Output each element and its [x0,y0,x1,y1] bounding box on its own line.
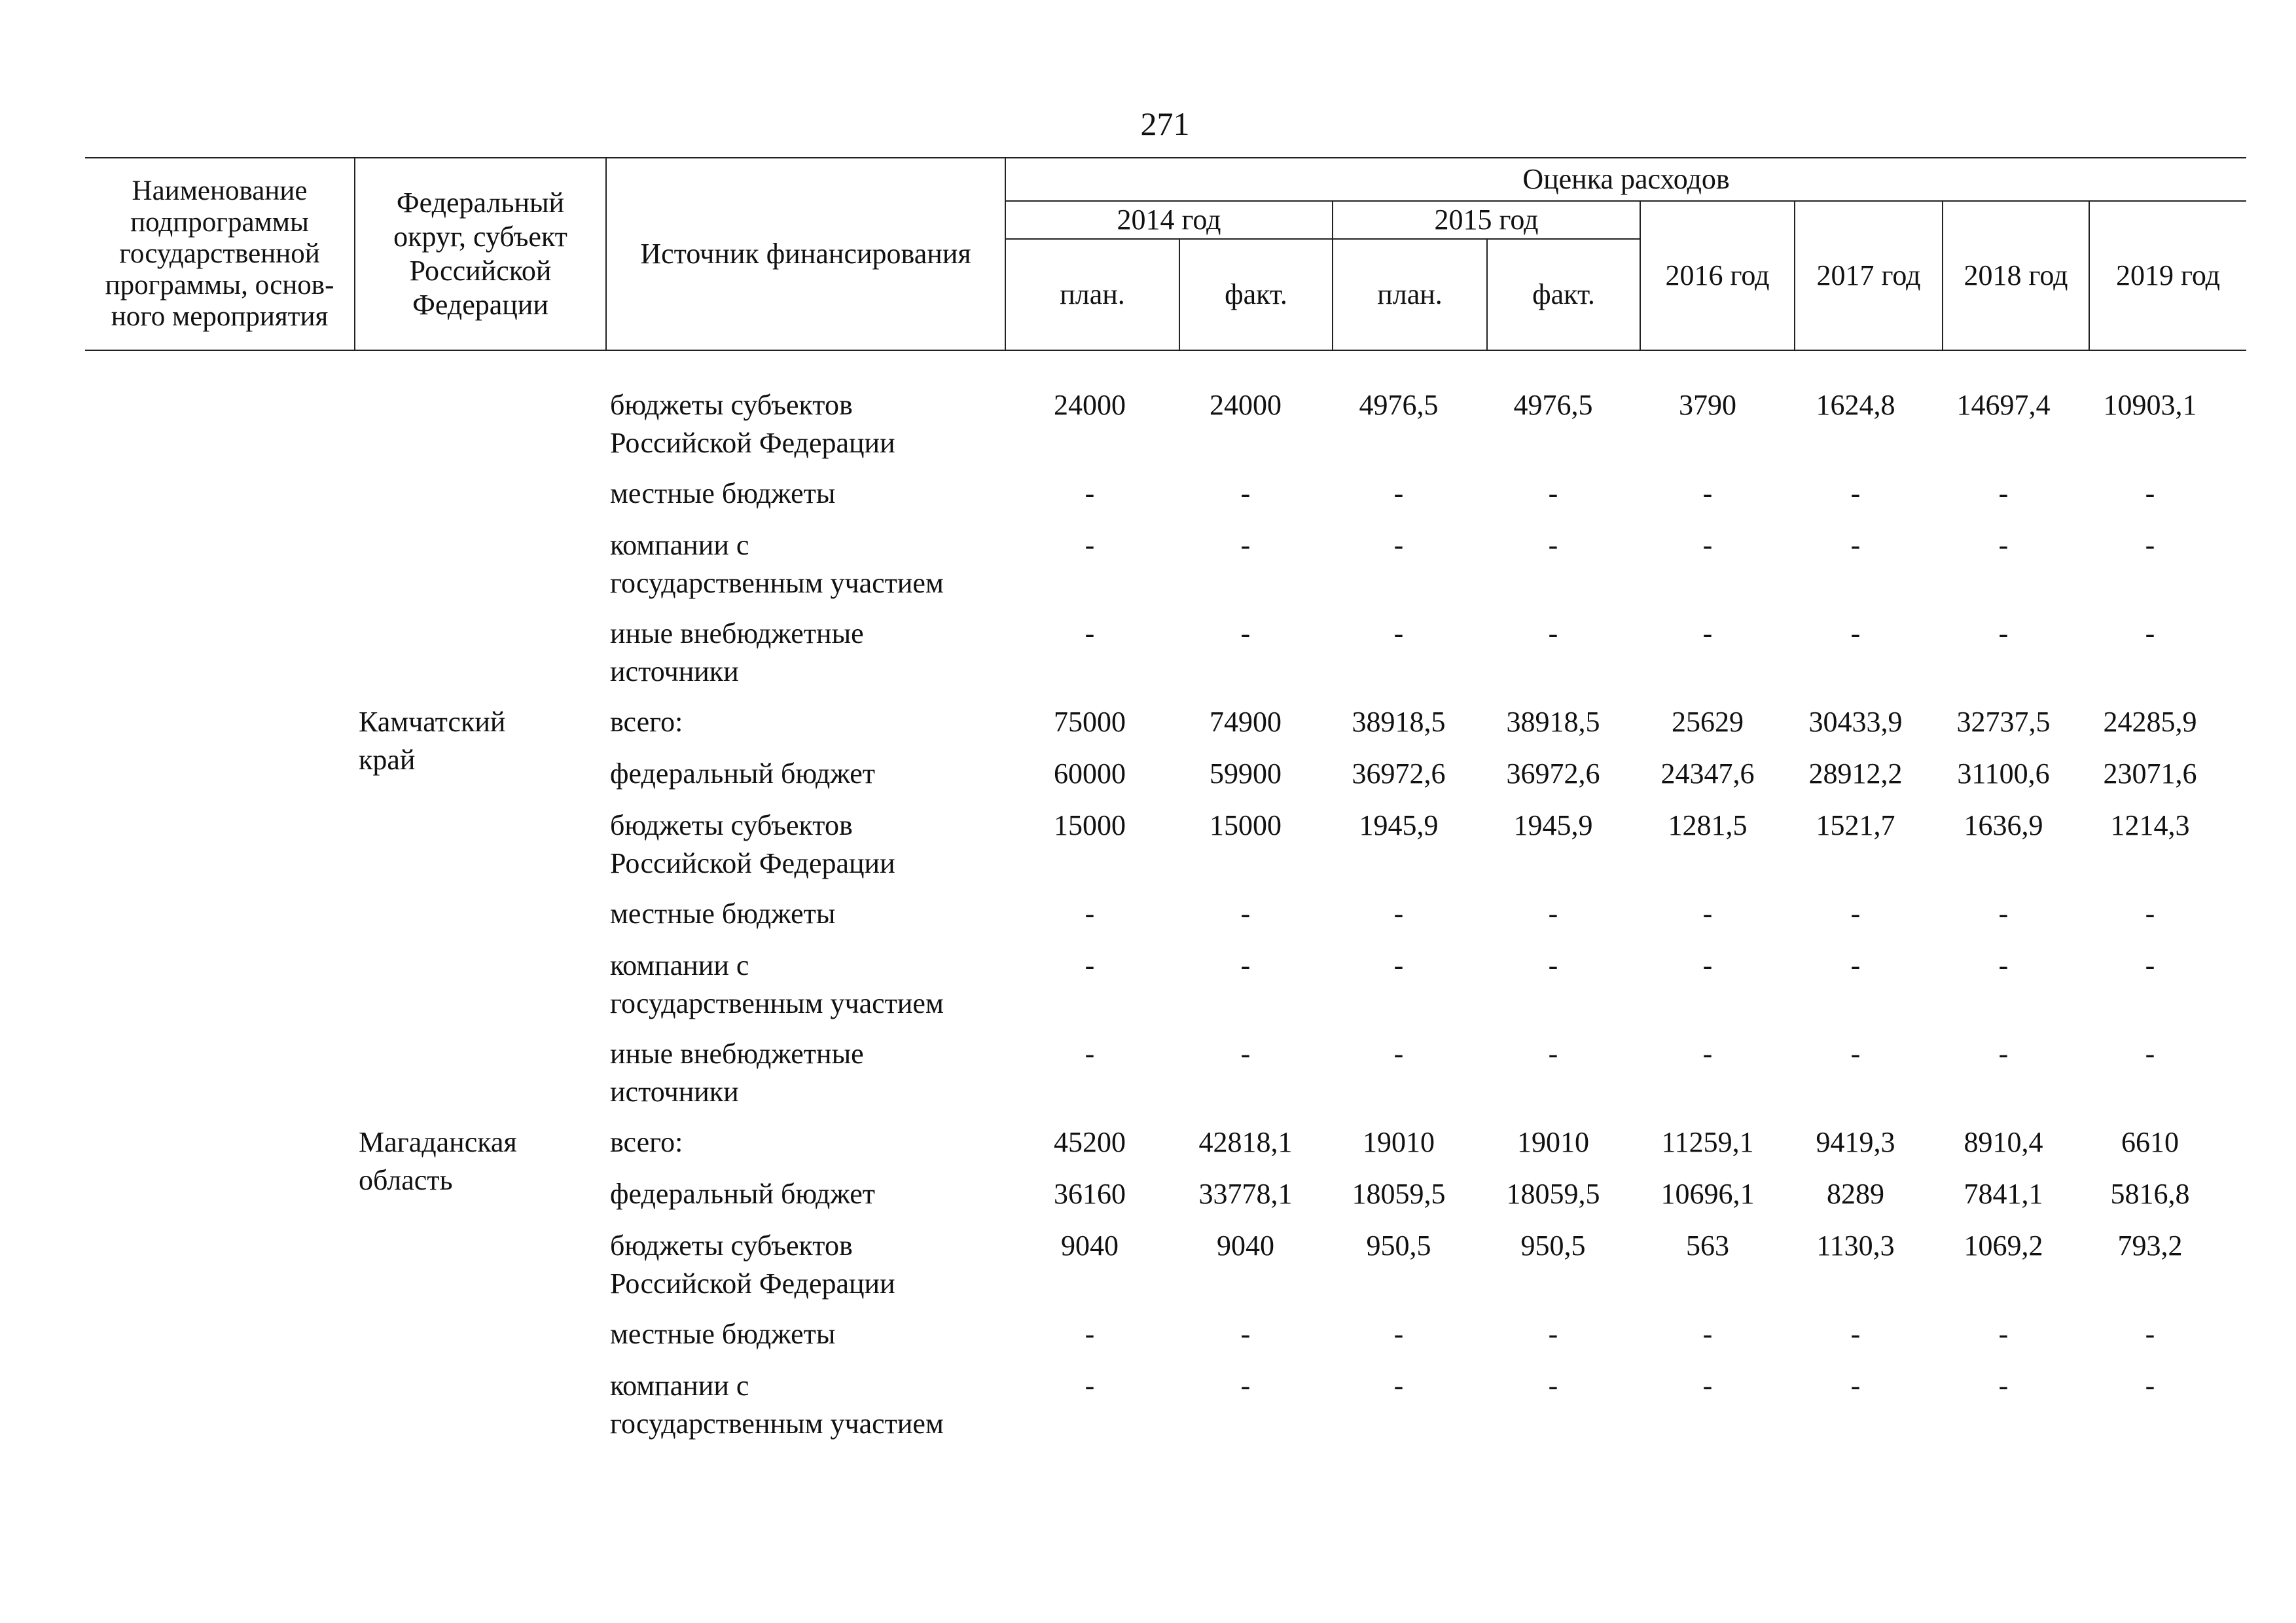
table-row [85,895,2251,947]
table-row [85,615,2251,703]
header-region-line: Федерации [412,289,548,321]
value-cell: - [1393,617,1404,649]
table-row [85,1367,2251,1455]
value-cell: - [2145,949,2155,981]
value-cell: 8910,4 [1964,1126,2043,1158]
value-cell: - [1085,898,1095,930]
value-cell: - [1240,1370,1251,1402]
value-cell: 18059,5 [1352,1178,1446,1210]
value-cell: 25629 [1672,706,1744,738]
source-cell [610,1367,1081,1443]
value-cell: 60000 [1054,757,1126,790]
value-cell: 33778,1 [1198,1178,1293,1210]
value-cell: 24347,6 [1660,757,1755,790]
value-cell: - [1240,477,1251,509]
table-row [85,475,2251,526]
source-cell [610,386,1081,462]
value-cell: - [1702,529,1713,561]
table-row [85,1315,2251,1367]
value-cell: 3790 [1679,389,1736,421]
source-cell [610,526,1081,602]
value-cell: 563 [1686,1230,1729,1262]
value-cell: 9040 [1217,1230,1274,1262]
header-year-2015: 2015 год [1333,201,1640,239]
source-line: компании с [610,1370,749,1402]
value-cell: - [1548,898,1558,930]
source-cell [610,703,1081,741]
value-cell: - [1548,617,1558,649]
value-cell: - [1998,529,2009,561]
value-cell: 5816,8 [2110,1178,2190,1210]
value-cell: - [1850,477,1861,509]
source-line: Российской Федерации [610,847,895,879]
table-row [85,1035,2251,1123]
value-cell: 1214,3 [2110,809,2190,841]
value-cell: - [2145,1370,2155,1402]
header-source: Источник финансирования [606,158,1005,350]
page-number: 271 [1140,105,1190,142]
value-cell: 36972,6 [1352,757,1446,790]
value-cell: 793,2 [2117,1230,2183,1262]
value-cell: 75000 [1054,706,1126,738]
value-cell: 1281,5 [1668,809,1748,841]
header-region-line: Федеральный [396,187,565,219]
value-cell: - [1240,898,1251,930]
header-year-2017: 2017 год [1795,201,1943,350]
source-line: бюджеты субъектов [610,809,853,841]
header-program-line: государственной [119,238,320,269]
value-cell: - [1393,1318,1404,1350]
header-year-2016: 2016 год [1640,201,1795,350]
header-program [85,158,355,350]
source-line: компании с [610,529,749,561]
value-cell: - [1393,1038,1404,1070]
value-cell: 1624,8 [1816,389,1895,421]
table-row [85,947,2251,1035]
header-program-line: ного мероприятия [111,301,329,332]
table-header [85,157,2246,351]
source-line: государственным участием [610,987,944,1019]
value-cell: 38918,5 [1352,706,1446,738]
value-cell: 30433,9 [1808,706,1903,738]
value-cell: - [1998,898,2009,930]
value-cell: 23071,6 [2103,757,2197,790]
value-cell: - [1240,529,1251,561]
source-cell [610,895,1081,933]
source-line: иные внебюджетные [610,617,864,649]
source-line: всего: [610,706,683,738]
value-cell: 950,5 [1520,1230,1586,1262]
value-cell: 42818,1 [1198,1126,1293,1158]
value-cell: 1069,2 [1964,1230,2043,1262]
region-line: край [359,744,416,776]
value-cell: - [1702,617,1713,649]
value-cell: - [1850,898,1861,930]
value-cell: - [1702,949,1713,981]
value-cell: - [1548,949,1558,981]
value-cell: - [1702,1038,1713,1070]
value-cell: - [1702,477,1713,509]
header-year-2018: 2018 год [1943,201,2089,350]
value-cell: - [1998,949,2009,981]
value-cell: - [1085,477,1095,509]
value-cell: - [1240,1318,1251,1350]
value-cell: 36972,6 [1506,757,1600,790]
value-cell: 38918,5 [1506,706,1600,738]
value-cell: 1945,9 [1513,809,1593,841]
value-cell: 59900 [1210,757,1282,790]
source-line: всего: [610,1126,683,1158]
value-cell: 4976,5 [1513,389,1593,421]
value-cell: 1521,7 [1816,809,1895,841]
value-cell: 28912,2 [1808,757,1903,790]
source-line: местные бюджеты [610,898,836,930]
value-cell: 24000 [1210,389,1282,421]
value-cell: 19010 [1363,1126,1435,1158]
source-line: Российской Федерации [610,1267,895,1300]
header-plan-2014: план. [1005,239,1179,350]
value-cell: - [1393,529,1404,561]
value-cell: 10903,1 [2103,389,2197,421]
header-group-title: Оценка расходов [1005,158,2246,201]
value-cell: 15000 [1054,809,1126,841]
value-cell: 950,5 [1366,1230,1431,1262]
value-cell: 7841,1 [1964,1178,2043,1210]
value-cell: - [1702,1370,1713,1402]
region-line: область [359,1164,453,1196]
value-cell: 11259,1 [1661,1126,1754,1158]
value-cell: 10696,1 [1660,1178,1755,1210]
value-cell: - [1850,1370,1861,1402]
value-cell: - [1548,1370,1558,1402]
source-line: компании с [610,949,749,981]
header-program-line: программы, основ- [105,270,334,301]
source-line: местные бюджеты [610,1318,836,1350]
source-cell [610,947,1081,1023]
table-body [85,386,2251,1455]
source-line: Российской Федерации [610,427,895,459]
header-year-2019: 2019 год [2089,201,2246,350]
value-cell: - [1085,1370,1095,1402]
value-cell: - [1085,529,1095,561]
value-cell: 4976,5 [1359,389,1439,421]
region-line: Камчатский [359,706,506,738]
source-cell [610,475,1081,513]
value-cell: 19010 [1517,1126,1589,1158]
value-cell: - [1850,1038,1861,1070]
source-line: государственным участием [610,1408,944,1440]
value-cell: 6610 [2121,1126,2179,1158]
value-cell: - [1085,617,1095,649]
source-cell [610,1123,1081,1161]
header-fact-2014: факт. [1179,239,1333,350]
value-cell: - [2145,529,2155,561]
value-cell: 1636,9 [1964,809,2043,841]
value-cell: - [1393,477,1404,509]
value-cell: - [2145,898,2155,930]
value-cell: 74900 [1210,706,1282,738]
value-cell: - [1548,1318,1558,1350]
table-row [85,1227,2251,1315]
value-cell: - [1702,898,1713,930]
header-fact-2015: факт. [1487,239,1640,350]
value-cell: - [1085,949,1095,981]
value-cell: 32737,5 [1956,706,2051,738]
table-row [85,807,2251,895]
region-line: Магаданская [359,1126,517,1158]
value-cell: - [1998,1318,2009,1350]
value-cell: - [1548,477,1558,509]
table-row [85,386,2251,475]
source-line: государственным участием [610,567,944,599]
value-cell: - [1548,529,1558,561]
value-cell: - [2145,1318,2155,1350]
value-cell: - [1850,529,1861,561]
source-line: источники [610,1076,739,1108]
value-cell: - [1393,949,1404,981]
value-cell: - [1998,1370,2009,1402]
source-cell [610,1035,1081,1111]
value-cell: 14697,4 [1956,389,2051,421]
value-cell: - [1393,898,1404,930]
value-cell: 9040 [1061,1230,1119,1262]
source-cell [610,755,1081,793]
source-cell [610,615,1081,691]
source-cell [610,1175,1081,1213]
value-cell: 9419,3 [1816,1126,1895,1158]
value-cell: 24000 [1054,389,1126,421]
source-line: федеральный бюджет [610,1178,875,1210]
source-cell [610,1315,1081,1353]
value-cell: - [1702,1318,1713,1350]
value-cell: - [1240,1038,1251,1070]
value-cell: 18059,5 [1506,1178,1600,1210]
table-row [85,526,2251,615]
source-cell [610,1227,1081,1303]
source-line: местные бюджеты [610,477,836,509]
source-line: бюджеты субъектов [610,389,853,421]
header-program-line: подпрограммы [130,207,309,238]
value-cell: - [1998,477,2009,509]
value-cell: - [1240,617,1251,649]
source-cell [610,807,1081,883]
value-cell: 1945,9 [1359,809,1439,841]
value-cell: 45200 [1054,1126,1126,1158]
source-line: иные внебюджетные [610,1038,864,1070]
header-region-line: Российской [409,255,552,287]
value-cell: - [1085,1318,1095,1350]
value-cell: 8289 [1827,1178,1884,1210]
value-cell: 36160 [1054,1178,1126,1210]
source-line: федеральный бюджет [610,757,875,790]
value-cell: - [1850,617,1861,649]
value-cell: - [1850,949,1861,981]
table-row [85,755,2251,807]
value-cell: - [1393,1370,1404,1402]
value-cell: - [2145,1038,2155,1070]
value-cell: - [1850,1318,1861,1350]
value-cell: - [1998,1038,2009,1070]
value-cell: - [1240,949,1251,981]
value-cell: 31100,6 [1957,757,2050,790]
value-cell: - [2145,477,2155,509]
value-cell: 15000 [1210,809,1282,841]
header-program-line: Наименование [132,175,308,206]
header-region [355,158,606,350]
header-plan-2015: план. [1333,239,1487,350]
source-line: источники [610,655,739,687]
value-cell: - [1085,1038,1095,1070]
value-cell: 24285,9 [2103,706,2197,738]
source-line: бюджеты субъектов [610,1230,853,1262]
table-row [85,1175,2251,1227]
header-region-line: округ, субъект [393,221,567,253]
header-year-2014: 2014 год [1005,201,1333,239]
value-cell: - [1998,617,2009,649]
value-cell: - [1548,1038,1558,1070]
value-cell: 1130,3 [1816,1230,1895,1262]
value-cell: - [2145,617,2155,649]
